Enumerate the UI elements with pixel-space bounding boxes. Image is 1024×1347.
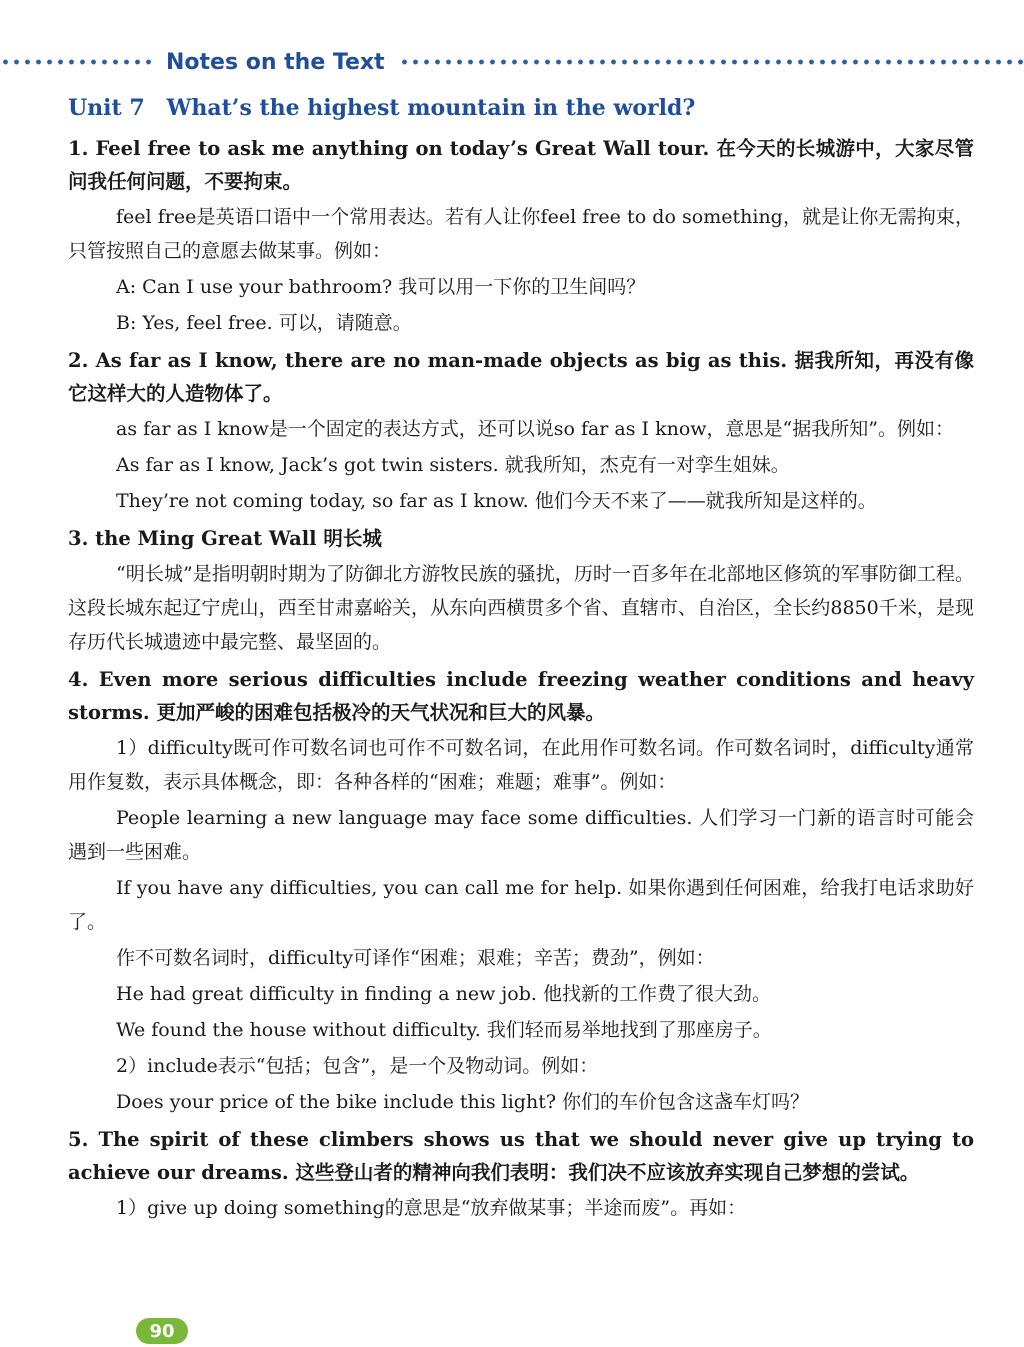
note-heading: 1. Feel free to ask me anything on today’s Great Wall tour. 在今天的长城游中，大家尽管问我任何问题，不要拘束。 — [68, 137, 974, 193]
header-dots-right — [399, 59, 1024, 65]
example-line: 1）give up doing something的意思是“放弃做某事；半途而废”。再如： — [116, 1197, 747, 1219]
note-3 — [68, 522, 974, 659]
note-heading: 5. The spirit of these climbers shows us that we should never give up trying to achieve our dreams. 这些登山者的精神向我们表明：我们决不应该放弃实现自己梦想的尝试。 — [68, 1128, 974, 1184]
page-number-badge: 90 — [136, 1318, 188, 1344]
note-paragraph: feel free是英语口语中一个常用表达。若有人让你feel free to do something，就是让你无需拘束，只管按照自己的意愿去做某事。例如： — [68, 206, 974, 262]
example-line: 2）include表示“包括；包含”，是一个及物动词。例如： — [116, 1055, 599, 1077]
note-heading: 4. Even more serious difficulties include freezing weather conditions and heavy storms. 更加严峻的困难包括极冷的天气状况和巨大的风暴。 — [68, 668, 974, 724]
note-paragraph: 1）difficulty既可作可数名词也可作不可数名词，在此用作可数名词。作可数名词时，difficulty通常用作复数，表示具体概念，即：各种各样的“困难；难题；难事”。例如： — [68, 737, 974, 793]
example-line: We found the house without difficulty. 我们轻而易举地找到了那座房子。 — [116, 1019, 772, 1041]
example-line: 作不可数名词时，difficulty可译作“困难；艰难；辛苦；费劲”，例如： — [116, 947, 715, 969]
note-1 — [68, 132, 974, 340]
note-heading: 3. the Ming Great Wall 明长城 — [68, 527, 382, 550]
header-dots-left — [0, 59, 152, 65]
note-paragraph: as far as I know是一个固定的表达方式，还可以说so far as I know，意思是“据我所知”。例如： — [116, 418, 954, 440]
unit-heading — [68, 92, 974, 124]
example-line: People learning a new language may face some difficulties. 人们学习一门新的语言时可能会遇到一些困难。 — [68, 807, 974, 863]
example-line: If you have any difficulties, you can call me for help. 如果你遇到任何困难，给我打电话求助好了。 — [68, 877, 974, 933]
example-line: As far as I know, Jack’s got twin sisters. 就我所知，杰克有一对孪生姐妹。 — [116, 454, 790, 476]
section-title: Notes on the Text — [166, 49, 385, 75]
example-line: He had great difficulty in finding a new job. 他找新的工作费了很大劲。 — [116, 983, 771, 1005]
example-line: B: Yes, feel free. 可以，请随意。 — [116, 312, 412, 334]
unit-number: Unit 7 — [68, 95, 145, 121]
note-5 — [68, 1123, 974, 1225]
note-4 — [68, 663, 974, 1119]
example-line: They’re not coming today, so far as I know. 他们今天不来了——就我所知是这样的。 — [116, 490, 877, 512]
example-line: Does your price of the bike include this light? 你们的车价包含这盏车灯吗？ — [116, 1091, 810, 1113]
note-paragraph: “明长城”是指明朝时期为了防御北方游牧民族的骚扰，历时一百多年在北部地区修筑的军事防御工程。这段长城东起辽宁虎山，西至甘肃嘉峪关，从东向西横贯多个省、直辖市、自治区，全长约8850千米，是现存历代长城遗迹中最完整、最坚固的。 — [68, 563, 974, 653]
section-header — [0, 44, 1024, 80]
unit-title: What’s the highest mountain in the world? — [166, 95, 696, 121]
example-line: A: Can I use your bathroom? 我可以用一下你的卫生间吗？ — [116, 276, 646, 298]
page-content — [68, 92, 974, 1229]
note-heading: 2. As far as I know, there are no man-made objects as big as this. 据我所知，再没有像它这样大的人造物体了。 — [68, 349, 974, 405]
note-2 — [68, 344, 974, 518]
